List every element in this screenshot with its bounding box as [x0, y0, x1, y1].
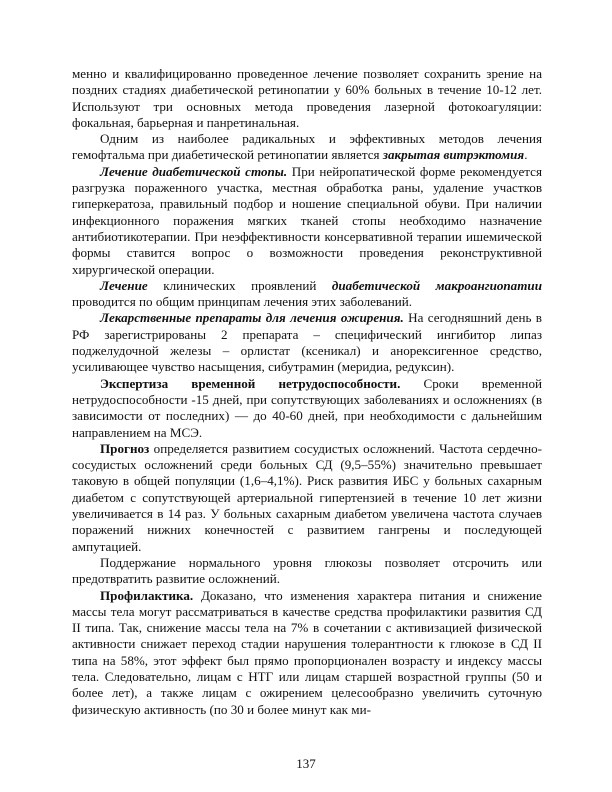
paragraph-macroangiopathy: Лечение клинических проявлений диабетической макроангиопатии проводится по общим принципам лечения этих заболеваний.	[72, 277, 542, 310]
paragraph-glucose-control: Поддержание нормального уровня глюкозы позволяет отсрочить или предотвратить развитие осложнений.	[72, 554, 542, 587]
heading-prognosis: Прогноз	[100, 440, 150, 456]
emphasis-vitrectomy: закрытая витрэктомия	[382, 147, 525, 163]
paragraph-retinopathy-laser: менно и квалифицированно проведенное лечение позволяет сохранить зрение на поздних стадиях диабетической ретинопатии у 60% больных в течение 10-12 лет. Используют три основных метода проведения лазерной фотокоагуляции: фокальная, барьерная и панретинальная.	[72, 66, 542, 130]
paragraph-disability-expertise: Экспертиза временной нетрудоспособности. Сроки временной нетрудоспособности -15 дней, при сопутствующих заболеваниях и осложнениях (в зависимости от последних) — до 40-60 дней, при необходимости с дальнейшим направлением на МСЭ.	[72, 375, 542, 440]
heading-obesity-drugs: Лекарственные препараты для лечения ожирения.	[100, 310, 404, 326]
page-number: 137	[296, 756, 316, 771]
heading-treatment: Лечение	[100, 277, 148, 293]
paragraph-vitrectomy: Одним из наиболее радикальных и эффективных методов лечения гемофтальма при диабетической ретинопатии является закрытая витрэктомия.	[72, 131, 542, 163]
heading-diabetic-foot: Лечение диабетической стопы.	[100, 163, 288, 179]
paragraph-prognosis: Прогноз определяется развитием сосудистых осложнений. Частота сердечно-сосудистых осложнений среди больных СД (9,5–55%) значительно превышает таковую в общей популяции (1,6–4,1%). Риск развития ИБС у больных сахарным диабетом с сопутствующей артериальной гипертензией в течение 10 лет жизни увеличивается в 14 раз. У больных сахарным диабетом увеличена частота случаев поражений нижних конечностей с развитием гангрены и последующей ампутацией.	[72, 440, 542, 554]
page-body	[72, 66, 542, 718]
emphasis-macroangiopathy: диабетической макроангиопатии	[331, 277, 542, 293]
heading-disability-expertise: Экспертиза временной нетрудоспособности.	[100, 375, 401, 391]
paragraph-prevention: Профилактика. Доказано, что изменения характера питания и снижение массы тела могут рассматриваться в качестве средства профилактики развития СД II типа. Так, снижение массы тела на 7% в сочетании с активизацией физической активности снижает переход стадии нарушения толерантности к глюкозе в СД II типа на 58%, этот эффект был прямо пропорционален возрасту и индексу массы тела. Следовательно, лицам с НТГ или лицам старшей возрастной группы (50 и более лет), а также лицам с ожирением целесообразно увеличить суточную физическую активность (по 30 и более минут как ми-	[72, 587, 542, 717]
paragraph-diabetic-foot: Лечение диабетической стопы. При нейропатической форме рекомендуется разгрузка пораженного участка, местная обработка раны, удаление участков гиперкератоза, правильный подбор и ношение специальной обуви. При наличии инфекционного поражения мягких тканей стопы необходимо назначение антибиотикотерапии. При неэффективности консервативной терапии ишемической формы ставится вопрос о возможности проведения реконструктивной хирургической операции.	[72, 163, 543, 277]
paragraph-obesity-drugs: Лекарственные препараты для лечения ожирения. На сегодняшний день в РФ зарегистрированы 2 препарата – специфический ингибитор липаз поджелудочной железы – орлистат (ксеникал) и анорексигенное средство, усиливающее чувство насыщения, сибутрамин (меридиа, редуксин).	[72, 310, 542, 375]
heading-prevention: Профилактика.	[100, 587, 194, 603]
